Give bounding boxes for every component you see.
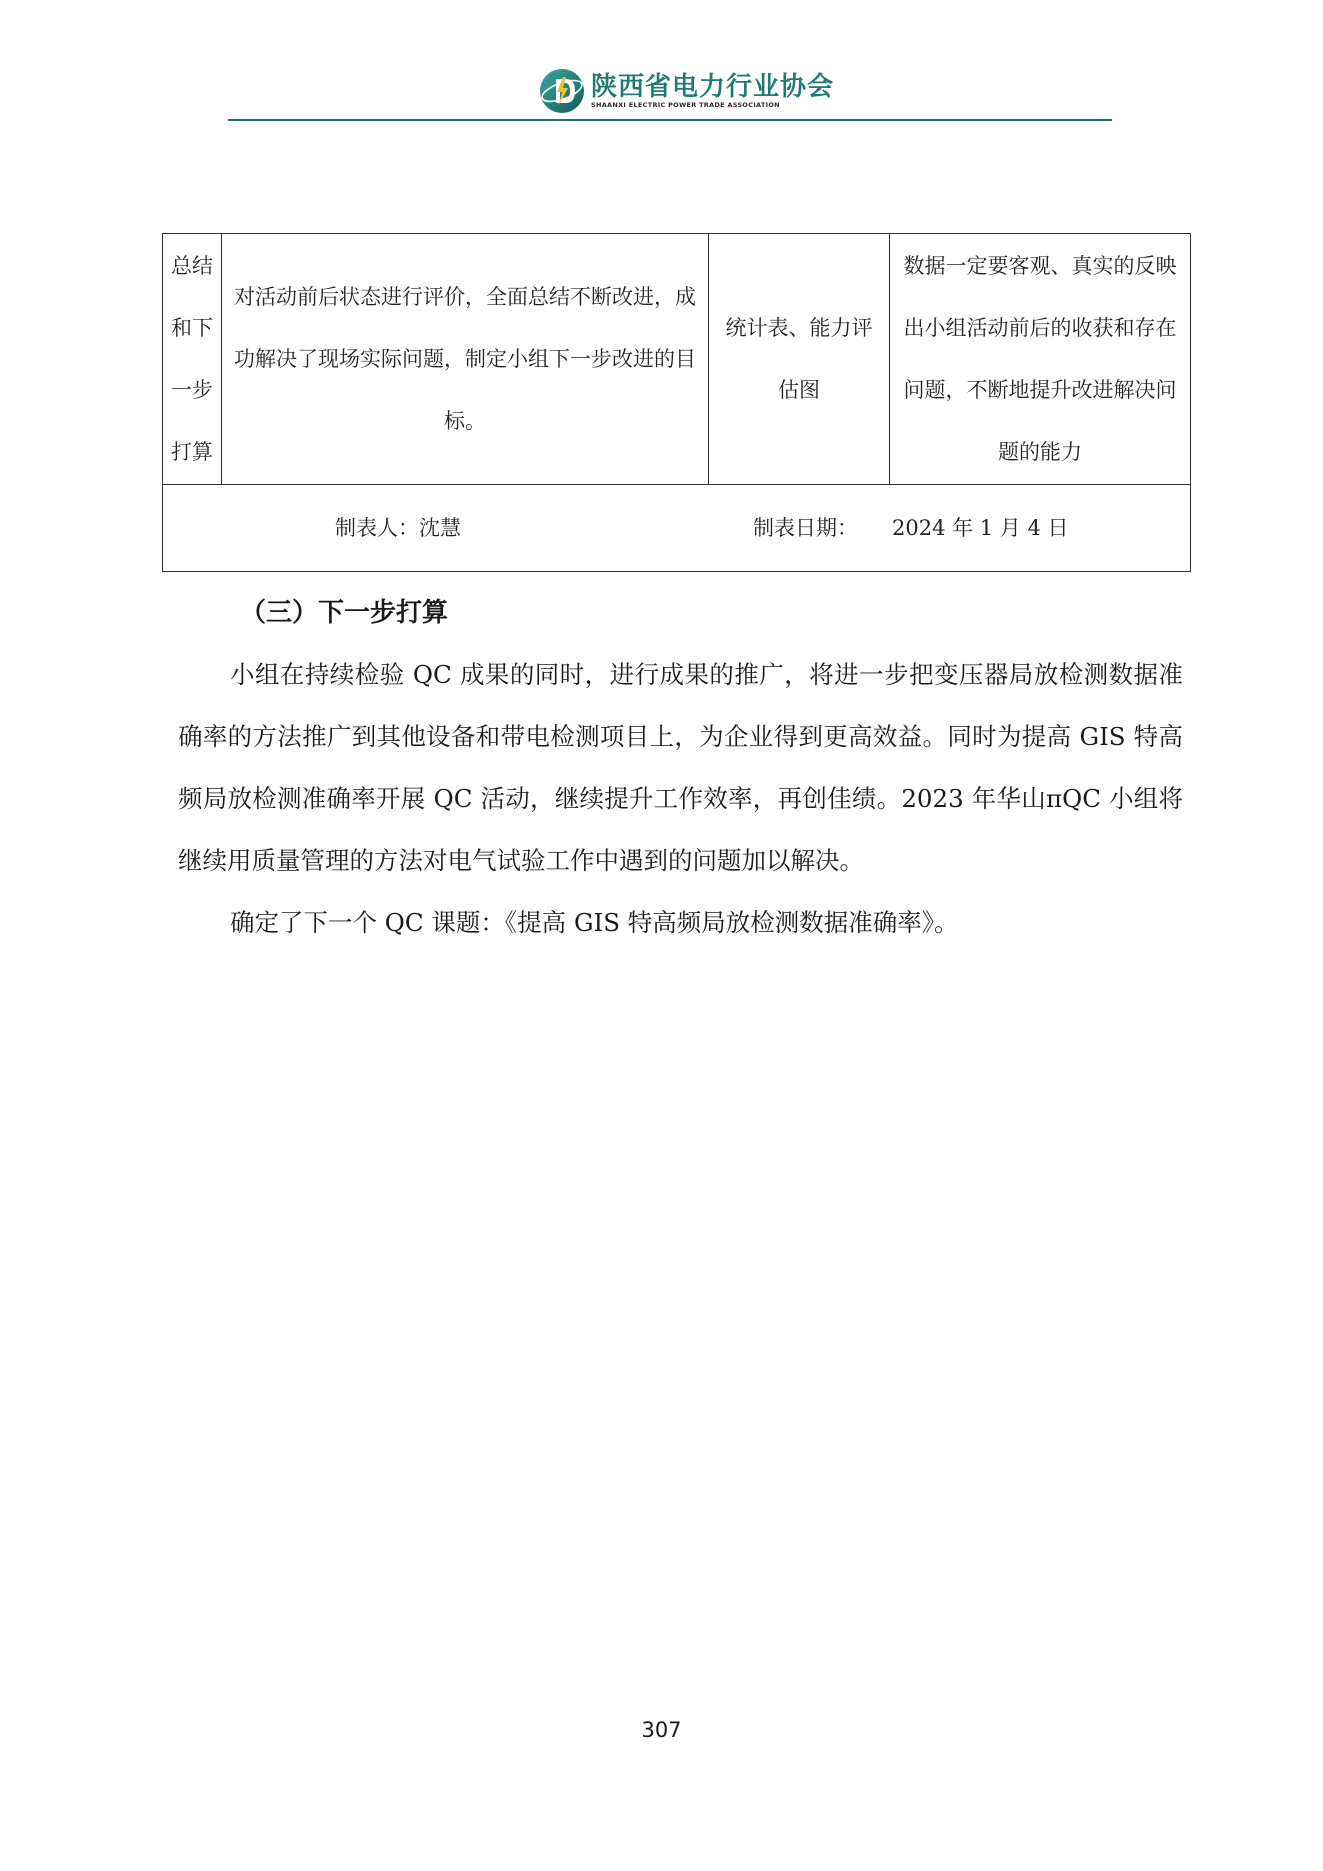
table-row (163, 234, 1191, 485)
body-paragraph: 小组在持续检验 QC 成果的同时，进行成果的推广，将进一步把变压器局放检测数据准确率的方法推广到其他设备和带电检测项目上，为企业得到更高效益。同时为提高 GIS 特高频局放检测准确率开展 QC 活动，继续提升工作效率，再创佳绩。2023 年华山πQC 小组将继续用质量管理的方法对电气试验工作中遇到的问题加以解决。 (178, 660, 1183, 875)
tools-cell (709, 234, 890, 485)
header-divider (228, 119, 1112, 121)
activity-plan-table (162, 233, 1191, 572)
stage-cell (163, 234, 222, 485)
page-header (228, 64, 1112, 124)
content-cell (222, 234, 709, 485)
body-paragraph: 确定了下一个 QC 课题：《提高 GIS 特高频局放检测数据准确率》。 (230, 908, 959, 937)
stage-text: 总结和下一步打算 (171, 254, 213, 464)
table-maker: 制表人：沈慧 (335, 516, 461, 540)
table-date (753, 512, 1069, 542)
association-emblem-icon (539, 68, 585, 114)
org-name-cn: 陕西省电力行业协会 (591, 71, 835, 102)
notes-cell (890, 234, 1191, 485)
notes-text: 数据一定要客观、真实的反映出小组活动前后的收获和存在问题，不断地提升改进解决问题的能力 (903, 254, 1177, 464)
org-name-en: SHAANXI ELECTRIC POWER TRADE ASSOCIATION (591, 100, 780, 109)
page-number: 307 (641, 1718, 682, 1742)
association-logo (539, 68, 834, 114)
tools-text: 统计表、能力评估图 (725, 316, 873, 402)
date-label: 制表日期： (753, 516, 858, 540)
content-text: 对活动前后状态进行评价，全面总结不断改进，成功解决了现场实际问题，制定小组下一步改进的目标。 (234, 285, 696, 433)
section-heading: （三）下一步打算 (240, 598, 449, 628)
table-footer-row (163, 485, 1191, 572)
date-value: 2024 年 1 月 4 日 (892, 516, 1069, 540)
